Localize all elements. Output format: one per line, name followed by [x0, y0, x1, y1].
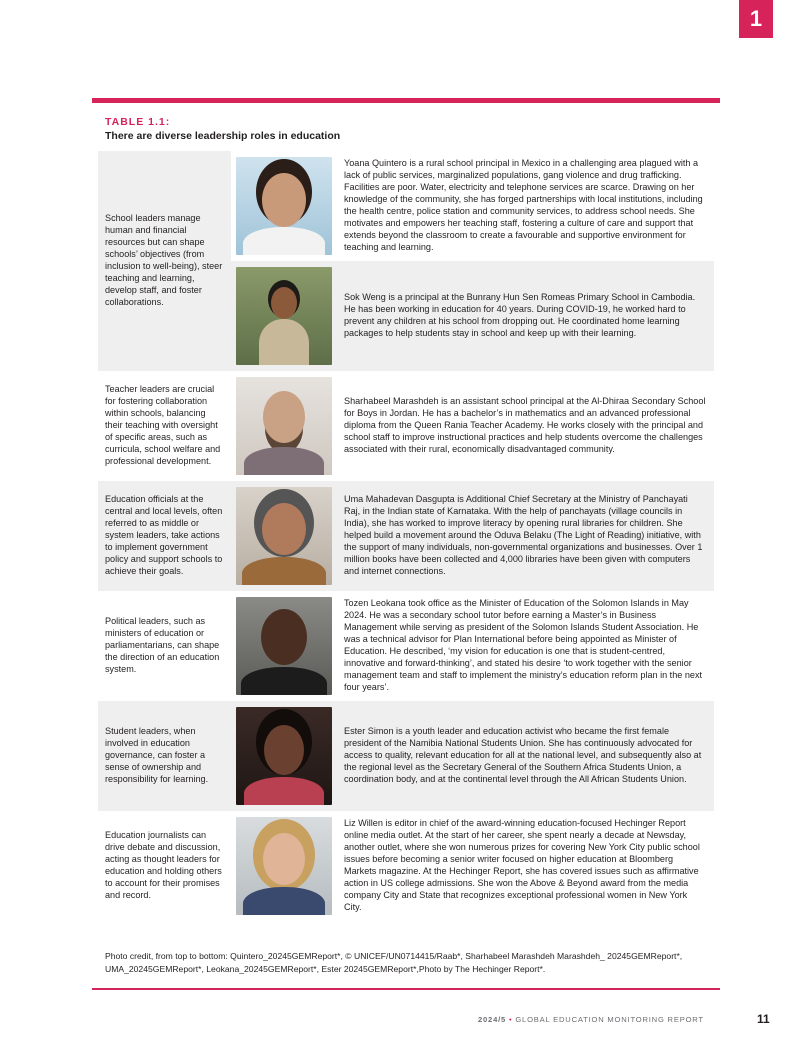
- portrait-photo: [236, 817, 332, 915]
- portrait-photo: [236, 707, 332, 805]
- bottom-rule: [92, 988, 720, 990]
- page-number: 11: [757, 1012, 770, 1026]
- person-entry: [231, 811, 714, 921]
- person-entry: [231, 701, 714, 811]
- portrait-photo: [236, 157, 332, 255]
- person-entry: [231, 371, 714, 481]
- footer-separator: •: [508, 1015, 513, 1024]
- portrait-photo: [236, 267, 332, 365]
- footer-edition: 2024/5: [478, 1015, 507, 1024]
- role-description: Education journalists can drive debate and discussion, acting as thought leaders for education and holding others to account for their promises and record.: [105, 830, 222, 900]
- person-entry: [231, 591, 714, 701]
- person-description: Tozen Leokana took office as the Minister of Education of the Solomon Islands in May 2024. He was a secondary school tutor before earning a Master’s in Business Management while serving as president of the Solomon Islands Student Association. He was a technical advisor for Plan International before being appointed as Minister of Education. He described, ‘my vision for education is one that is student-centred, innovative and forward-thinking’, and stated his desire ‘to work together with the senior management team and staff to implement the ministry’s education reform plan in the next four years’.: [344, 598, 703, 692]
- role-description: Student leaders, when involved in education governance, can foster a sense of ownership and responsibility for learning.: [105, 726, 209, 784]
- person-description: Sok Weng is a principal at the Bunrany Hun Sen Romeas Primary School in Cambodia. He has been working in education for 40 years. During COVID-19, he worked hard to prevent any children at his school from dropping out. He coordinated home learning packages to help students stay in school and keep up with their learning.: [344, 292, 696, 338]
- table-row-education-journalists: [98, 811, 714, 921]
- role-description: School leaders manage human and financial resources but can shape schools’ objectives (from inclusion to well-being), steer teaching and learning, develop staff, and foster collaborations.: [105, 213, 223, 307]
- person-description: Yoana Quintero is a rural school principal in Mexico in a challenging area plagued with a lack of public services, marginalized populations, gang violence and drug trafficking. Facilities are poor. Water, electricity and telephone services are scarce. Drawing on her knowledge of the community, she has forged partnerships with local institutions, including the health centre, police station and community services, to address school needs. She motivates and empowers her teaching staff, fostering a culture of care and support that extends beyond the classroom to create a favourable and supportive environment for teaching and learning.: [344, 158, 703, 252]
- person-entry: [231, 151, 714, 261]
- table-row-school-leaders: [98, 151, 714, 371]
- person-description: Uma Mahadevan Dasgupta is Additional Chief Secretary at the Ministry of Panchayati Raj, in the Indian state of Karnataka. With the help of panchayats (village councils in India), she has worked to improve literacy by opening rural libraries for children. She helped build a movement around the Oduva Belaku (The Light of Reading) initiative, with the support of many individuals, non-governmental organizations and businesses. Over 1 million books have been collected and 4,000 libraries have been given with computers and internet connections.: [344, 494, 703, 576]
- person-entry: [231, 481, 714, 591]
- person-description: Liz Willen is editor in chief of the award-winning education-focused Hechinger Report online media outlet. At the start of her career, she spent nearly a decade at Newsday, another outlet, where she won numerous prizes for covering New York City public school issues before becoming a senior writer focused on higher education at Bloomberg Markets magazine. At the Hechinger Report, she has covered issues such as affirmative action in US college admissions. She won the Above & Beyond award from the media company City and State that recognizes exceptional professional women in New York City.: [344, 818, 700, 912]
- table-row-education-officials: [98, 481, 714, 591]
- role-description: Education officials at the central and local levels, often referred to as middle or system leaders, take actions to implement government policy and support schools to achieve their goals.: [105, 494, 223, 576]
- person-entry: [231, 261, 714, 371]
- table-row-teacher-leaders: [98, 371, 714, 481]
- leadership-table: [98, 151, 714, 921]
- chapter-number-tab: 1: [739, 0, 773, 38]
- person-description: Sharhabeel Marashdeh is an assistant school principal at the Al-Dhiraa Secondary School for Boys in Jordan. He has a bachelor’s in mathematics and an advanced professional diploma from the Queen Rania Teacher Academy. He works closely with the principal and school staff to improve instructional practices and help students overcome the challenges associated with their rural, economically disadvantaged community.: [344, 396, 706, 454]
- footer-report-name: GLOBAL EDUCATION MONITORING REPORT: [515, 1015, 704, 1024]
- photo-credit: Photo credit, from top to bottom: Quintero_20245GEMReport*, © UNICEF/UN0714415/Raab*, Sharhabeel Marashdeh Marashdeh_ 20245GEMReport*, UMA_20245GEMReport*, Leokana_20245GEMReport*, Ester 20245GEMReport*,Photo by The Hechinger Report*.: [105, 951, 683, 974]
- person-description: Ester Simon is a youth leader and education activist who became the first female president of the Namibia National Students Union. She has continuously advocated for access to quality, relevant education for all at the national level, and subsequently also at the regional level as the Secretary General of the Southern Africa Students Union, a coordination body, and at the continental level through the All African Students Union.: [344, 726, 702, 784]
- role-description: Teacher leaders are crucial for fostering collaboration within schools, balancing their teaching with oversight of specific areas, such as curricula, school welfare and professional development.: [105, 384, 221, 466]
- role-description: Political leaders, such as ministers of education or parliamentarians, can shape the direction of an education system.: [105, 616, 220, 674]
- portrait-photo: [236, 377, 332, 475]
- table-row-political-leaders: [98, 591, 714, 701]
- table-title: There are diverse leadership roles in education: [105, 130, 341, 142]
- portrait-photo: [236, 597, 332, 695]
- table-row-student-leaders: [98, 701, 714, 811]
- table-label: TABLE 1.1:: [105, 116, 171, 128]
- portrait-photo: [236, 487, 332, 585]
- running-footer: [478, 1015, 704, 1024]
- top-rule: [92, 98, 720, 103]
